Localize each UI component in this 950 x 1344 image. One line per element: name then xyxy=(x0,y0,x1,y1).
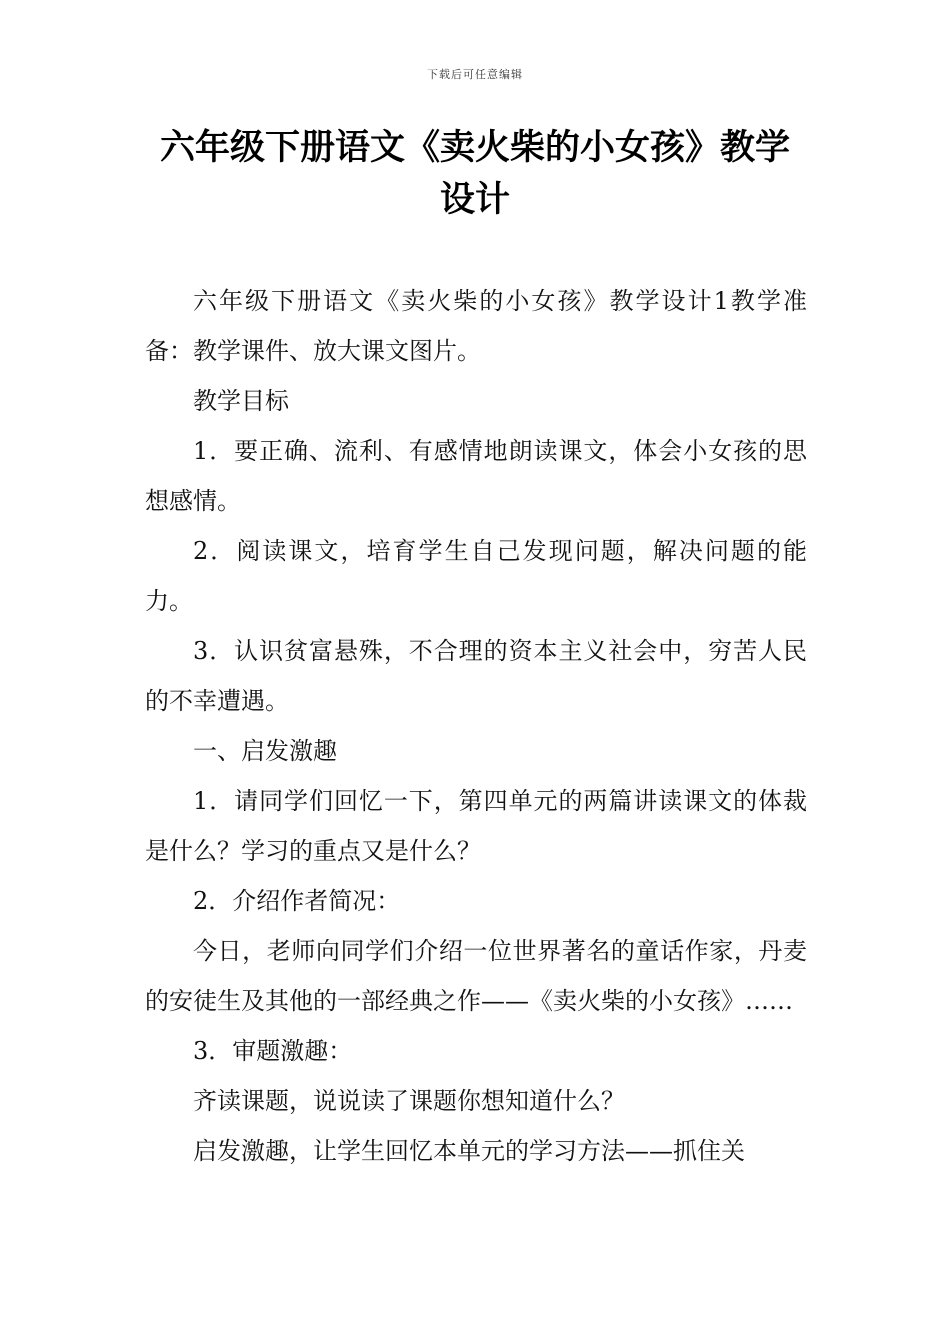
paragraph-objectives-heading: 教学目标 xyxy=(193,387,289,415)
paragraph-author-intro: 今日，老师向同学们介绍一位世界著名的童话作家，丹麦的安徒生及其他的一部经典之作——《卖火柴的小女孩》…… xyxy=(145,937,807,1015)
paragraph-objective-2: 2．阅读课文，培育学生自己发现问题，解决问题的能力。 xyxy=(145,537,807,615)
paragraph-section-1-heading: 一、启发激趣 xyxy=(193,737,337,765)
document-body xyxy=(145,276,807,1176)
document-title: 六年级下册语文《卖火柴的小女孩》教学设计 xyxy=(159,128,790,220)
paragraph-objective-3: 3．认识贫富悬殊，不合理的资本主义社会中，穷苦人民的不幸遭遇。 xyxy=(145,637,807,715)
paragraph-inspire: 启发激趣，让学生回忆本单元的学习方法——抓住关 xyxy=(193,1137,745,1165)
paragraph-step-2: 2．介绍作者简况： xyxy=(193,887,401,915)
paragraph-objective-1: 1．要正确、流利、有感情地朗读课文，体会小女孩的思想感情。 xyxy=(145,437,807,515)
header-note: 下载后可任意编辑 xyxy=(427,68,523,81)
paragraph-step-3: 3．审题激趣： xyxy=(193,1037,353,1065)
paragraph-intro: 六年级下册语文《卖火柴的小女孩》教学设计1教学准备：教学课件、放大课文图片。 xyxy=(145,287,807,365)
paragraph-read-title: 齐读课题，说说读了课题你想知道什么？ xyxy=(193,1087,625,1115)
paragraph-step-1: 1．请同学们回忆一下，第四单元的两篇讲读课文的体裁是什么？学习的重点又是什么？ xyxy=(145,787,807,865)
